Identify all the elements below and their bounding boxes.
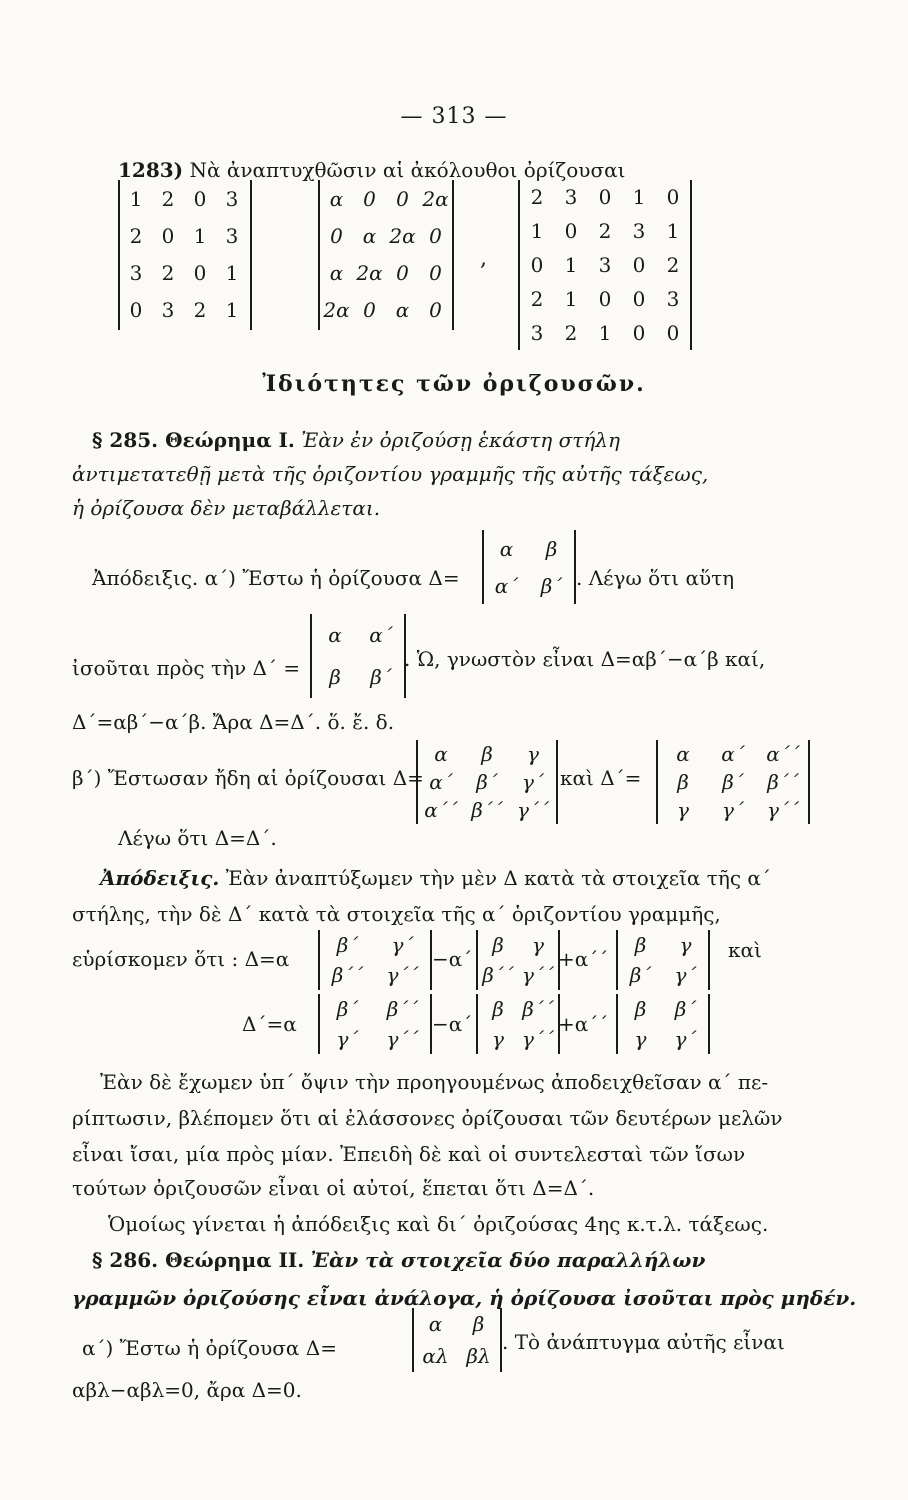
proof-a-text-2: . Λέγω ὅτι αὕτη — [576, 566, 735, 590]
determinant-row — [320, 217, 452, 254]
determinant-row — [414, 1340, 500, 1372]
determinant-entry: 2 — [666, 253, 680, 277]
determinant-entry: α — [329, 260, 344, 285]
paragraph-line-1: Ἐὰν δὲ ἔχωμεν ὑπ΄ ὄψιν τὴν προηγουμένως ἀποδειχθεῖσαν α΄ πε- — [100, 1070, 769, 1094]
determinant-entry: α΄ — [494, 573, 519, 598]
determinant-row — [418, 796, 556, 824]
determinant-entry: γ — [634, 1027, 647, 1051]
determinant-entry: β — [329, 665, 341, 689]
determinant-entry: γ — [527, 742, 539, 766]
determinant-entry: 0 — [632, 253, 646, 277]
determinant-entry: β — [545, 536, 558, 561]
determinant-entry: α — [434, 742, 448, 766]
determinant-entry: β΄ — [540, 573, 563, 598]
determinant-entry: α — [428, 1312, 443, 1336]
determinant-entry: 1 — [225, 260, 239, 285]
determinant-entry: β΄΄ — [482, 963, 514, 987]
determinant-entry: 0 — [564, 219, 578, 243]
theorem-2-statement: Ἐὰν τὰ στοιχεῖα δύο παραλλήλων — [310, 1248, 706, 1272]
determinant-entry: β΄΄ — [331, 963, 364, 987]
determinant-row — [478, 994, 558, 1024]
determinant-row — [320, 254, 452, 291]
theorem-1-label: § 285. Θεώρημα I. — [92, 428, 295, 452]
determinant-row — [414, 1308, 500, 1340]
determinant-row — [120, 254, 248, 291]
determinant-row — [618, 960, 708, 990]
determinant-entry: γ — [679, 933, 692, 957]
determinant-entry: 0 — [429, 260, 442, 285]
determinant-entry: 0 — [666, 185, 680, 209]
determinant-entry: β΄ — [476, 770, 498, 794]
determinant-entry: α — [328, 623, 342, 647]
determinant-row — [658, 768, 808, 796]
determinant-entry: γ — [532, 933, 544, 957]
exercise-comma: , — [480, 246, 487, 271]
proof-a-determinant-1 — [482, 530, 576, 604]
expansion-prime-minor-2 — [476, 994, 560, 1054]
determinant-entry: β΄΄ — [767, 770, 799, 794]
determinant-entry: 1 — [564, 253, 578, 277]
determinant-entry: 0 — [429, 223, 442, 248]
determinant-row — [478, 960, 558, 990]
determinant-entry: α΄΄ — [766, 742, 800, 766]
expansion-and: καὶ — [728, 938, 762, 962]
exercise-line — [118, 158, 625, 182]
expansion-prime-minor-1 — [318, 994, 432, 1054]
determinant-entry: α΄ — [369, 623, 393, 647]
expansion-minor-3 — [616, 930, 710, 990]
determinant-entry: 2 — [129, 223, 143, 248]
determinant-row — [120, 291, 248, 328]
proof-a-text-5: Δ΄=αβ΄−α΄β. Ἄρα Δ=Δ΄. ὅ. ἔ. δ. — [72, 710, 395, 734]
determinant-entry: α — [329, 186, 344, 211]
determinant-row — [478, 1024, 558, 1054]
determinant-entry: β΄΄ — [386, 997, 419, 1021]
proof-b-text-6: εὑρίσκομεν ὅτι : Δ=α — [72, 947, 290, 971]
expansion-prime-operator-1: −α΄ — [432, 1012, 473, 1036]
determinant-entry: β΄ — [629, 963, 652, 987]
determinant-entry: 1 — [632, 185, 646, 209]
determinant-entry: β — [492, 933, 504, 957]
determinant-entry: 1 — [225, 297, 239, 322]
determinant-entry: 3 — [225, 223, 239, 248]
determinant-row — [418, 768, 556, 796]
determinant-row — [478, 930, 558, 960]
determinant-grid — [520, 180, 690, 350]
determinant-entry: β΄ — [336, 997, 359, 1021]
theorem-2-text-3: αβλ−αβλ=0, ἄρα Δ=0. — [72, 1378, 302, 1402]
determinant-entry: 0 — [598, 185, 612, 209]
determinant-entry: 0 — [363, 186, 376, 211]
expansion-minor-2 — [476, 930, 560, 990]
determinant-row — [312, 656, 404, 698]
determinant-entry: β΄ — [722, 770, 744, 794]
determinant-entry: 2α — [422, 186, 449, 211]
theorem-1-line-3: ἡ ὀρίζουσα δὲν μεταβάλλεται. — [72, 496, 381, 520]
determinant-grid — [320, 930, 430, 990]
determinant-entry: β΄΄ — [471, 798, 503, 822]
paragraph-line-2: ρίπτωσιν, βλέπομεν ὅτι αἱ ἐλάσσονες ὀρίζουσαι τῶν δευτέρων μελῶν — [72, 1106, 783, 1130]
determinant-entry: γ΄΄ — [522, 1027, 554, 1051]
determinant-row — [320, 180, 452, 217]
determinant-entry: γ΄΄ — [767, 798, 799, 822]
determinant-entry: α΄΄ — [424, 798, 458, 822]
determinant-row — [658, 796, 808, 824]
determinant-entry: 0 — [396, 260, 409, 285]
exercise-determinant-1 — [118, 180, 252, 330]
determinant-entry: 0 — [161, 223, 175, 248]
determinant-entry: β΄΄ — [522, 997, 554, 1021]
page-number: — 313 — — [400, 104, 508, 129]
determinant-row — [312, 614, 404, 656]
determinant-row — [520, 180, 690, 214]
determinant-entry: 3 — [632, 219, 646, 243]
determinant-grid — [120, 180, 248, 328]
determinant-grid — [484, 530, 574, 604]
determinant-entry: βλ — [466, 1344, 491, 1368]
determinant-entry: β — [634, 933, 647, 957]
determinant-entry: 3 — [530, 321, 544, 345]
determinant-entry: β΄ — [336, 933, 359, 957]
determinant-entry: 0 — [632, 287, 646, 311]
determinant-row — [520, 282, 690, 316]
determinant-grid — [478, 930, 558, 990]
proof-a-text-1: Ἀπόδειξις. α΄) Ἔστω ἡ ὀρίζουσα Δ= — [92, 566, 460, 590]
determinant-row — [120, 217, 248, 254]
determinant-entry: 0 — [666, 321, 680, 345]
determinant-grid — [320, 180, 452, 328]
theorem-2-label: § 286. Θεώρημα II. — [92, 1248, 305, 1272]
determinant-entry: 0 — [598, 287, 612, 311]
determinant-grid — [478, 994, 558, 1054]
determinant-entry: γ — [492, 1027, 504, 1051]
determinant-entry: γ΄ — [674, 963, 697, 987]
determinant-row — [520, 248, 690, 282]
determinant-entry: αλ — [422, 1344, 449, 1368]
determinant-entry: 2 — [530, 185, 544, 209]
determinant-entry: 0 — [330, 223, 343, 248]
theorem-2-text-1: α΄) Ἔστω ἡ ὀρίζουσα Δ= — [82, 1336, 337, 1360]
determinant-entry: 2 — [564, 321, 578, 345]
determinant-entry: β — [677, 770, 689, 794]
determinant-entry: 1 — [598, 321, 612, 345]
determinant-row — [484, 567, 574, 604]
theorem-2-determinant — [412, 1308, 502, 1372]
determinant-row — [618, 930, 708, 960]
determinant-entry: γ΄΄ — [517, 798, 549, 822]
determinant-entry: α΄ — [429, 770, 453, 794]
proof-a-text-3: ἰσοῦται πρὸς τὴν Δ΄ = — [72, 656, 301, 680]
expansion-prime-minor-3 — [616, 994, 710, 1054]
determinant-row — [120, 180, 248, 217]
determinant-entry: 0 — [632, 321, 646, 345]
determinant-entry: γ΄ — [722, 798, 744, 822]
determinant-row — [320, 291, 452, 328]
determinant-row — [520, 214, 690, 248]
determinant-entry: 2 — [161, 186, 175, 211]
proof-b-text-5: στήλης, τὴν δὲ Δ΄ κατὰ τὰ στοιχεῖα τῆς α΄ ὁριζοντίου γραμμῆς, — [72, 902, 721, 926]
determinant-entry: β — [492, 997, 504, 1021]
determinant-entry: 2α — [389, 223, 416, 248]
determinant-entry: γ΄ — [522, 770, 544, 794]
proof-b-text-4: Ἐὰν ἀναπτύξωμεν τὴν μὲν Δ κατὰ τὰ στοιχεῖα τῆς α΄ — [225, 866, 771, 890]
determinant-entry: β — [634, 997, 647, 1021]
determinant-entry: β΄ — [674, 997, 697, 1021]
determinant-row — [520, 316, 690, 350]
proof-b-text-2: καὶ Δ΄= — [560, 766, 642, 790]
determinant-entry: 1 — [129, 186, 143, 211]
exercise-determinant-2 — [318, 180, 454, 330]
determinant-grid — [418, 740, 556, 824]
expansion-prime-operator-2: +α΄΄ — [558, 1012, 609, 1036]
determinant-entry: γ΄΄ — [386, 963, 419, 987]
determinant-entry: γ΄ — [336, 1027, 359, 1051]
proof-a-determinant-2 — [310, 614, 406, 698]
determinant-entry: γ΄΄ — [522, 963, 554, 987]
determinant-entry: 2 — [193, 297, 207, 322]
determinant-entry: β΄ — [370, 665, 392, 689]
paragraph-line-4: τούτων ὀριζουσῶν εἶναι οἱ αὐτοί, ἕπεται ὅτι Δ=Δ΄. — [72, 1176, 595, 1200]
proof-b-line-4 — [100, 866, 771, 890]
determinant-grid — [618, 994, 708, 1054]
determinant-entry: 3 — [225, 186, 239, 211]
determinant-entry: α΄ — [721, 742, 745, 766]
determinant-entry: 1 — [530, 219, 544, 243]
theorem-1-statement: Ἐὰν ἐν ὀριζούσῃ ἑκάστη στήλη — [301, 428, 621, 452]
theorem-2-line-1 — [92, 1248, 705, 1272]
exercise-text: Νὰ ἀναπτυχθῶσιν αἱ ἀκόλουθοι ὀρίζουσαι — [189, 158, 626, 182]
determinant-row — [484, 530, 574, 567]
determinant-entry: α — [395, 297, 410, 322]
determinant-entry: 1 — [666, 219, 680, 243]
proof-b-determinant-2 — [656, 740, 810, 824]
determinant-entry: 2α — [323, 297, 350, 322]
determinant-row — [320, 930, 430, 960]
determinant-entry: 0 — [429, 297, 442, 322]
determinant-row — [320, 1024, 430, 1054]
section-title: Ἰδιότητες τῶν ὀριζουσῶν. — [262, 371, 646, 397]
determinant-entry: 0 — [396, 186, 409, 211]
determinant-grid — [658, 740, 808, 824]
determinant-row — [618, 994, 708, 1024]
determinant-entry: 0 — [193, 260, 207, 285]
theorem-1-line-1 — [92, 428, 620, 452]
determinant-entry: 3 — [129, 260, 143, 285]
determinant-entry: 0 — [530, 253, 544, 277]
determinant-entry: 1 — [193, 223, 207, 248]
paragraph-line-3: εἶναι ἴσαι, μία πρὸς μίαν. Ἐπειδὴ δὲ καὶ οἱ συντελεσταὶ τῶν ἴσων — [72, 1142, 746, 1166]
determinant-entry: 2 — [598, 219, 612, 243]
proof-a-text-4: . Ὡ, γνωστὸν εἶναι Δ=αβ΄−α΄β καί, — [404, 647, 766, 671]
determinant-entry: 3 — [598, 253, 612, 277]
determinant-row — [320, 960, 430, 990]
expansion-operator-1: −α΄ — [432, 947, 473, 971]
determinant-entry: 2 — [161, 260, 175, 285]
determinant-entry: 0 — [129, 297, 143, 322]
proof-b-text-3: Λέγω ὅτι Δ=Δ΄. — [118, 826, 277, 850]
exercise-determinant-3 — [518, 180, 692, 350]
determinant-entry: β — [472, 1312, 485, 1336]
determinant-entry: γ΄ — [391, 933, 414, 957]
proof-b-text-1: β΄) Ἔστωσαν ἤδη αἱ ὀρίζουσαι Δ= — [72, 766, 424, 790]
determinant-row — [320, 994, 430, 1024]
determinant-entry: 0 — [193, 186, 207, 211]
determinant-entry: 0 — [363, 297, 376, 322]
determinant-entry: 2 — [530, 287, 544, 311]
exercise-number: 1283) — [118, 158, 184, 182]
determinant-entry: 3 — [666, 287, 680, 311]
determinant-entry: 2α — [356, 260, 383, 285]
determinant-entry: α — [362, 223, 377, 248]
determinant-entry: 3 — [161, 297, 175, 322]
paragraph-line-5: Ὁμοίως γίνεται ἡ ἀπόδειξις καὶ δι΄ ὀριζούσας 4ης κ.τ.λ. τάξεως. — [108, 1212, 769, 1236]
proof-b-text-7: Δ΄=α — [242, 1012, 297, 1036]
determinant-entry: γ — [677, 798, 689, 822]
determinant-grid — [320, 994, 430, 1054]
theorem-2-text-2: . Τὸ ἀνάπτυγμα αὐτῆς εἶναι — [502, 1330, 785, 1354]
theorem-1-line-2: ἀντιμετατεθῇ μετὰ τῆς ὁριζοντίου γραμμῆς τῆς αὐτῆς τάξεως, — [72, 462, 709, 486]
determinant-entry: 3 — [564, 185, 578, 209]
proof-b-determinant-1 — [416, 740, 558, 824]
determinant-row — [618, 1024, 708, 1054]
determinant-entry: α — [499, 536, 514, 561]
determinant-row — [418, 740, 556, 768]
determinant-grid — [414, 1308, 500, 1372]
theorem-2-line-2: γραμμῶν ὀριζούσης εἶναι ἀνάλογα, ἡ ὀρίζουσα ἰσοῦται πρὸς μηδέν. — [72, 1286, 857, 1310]
determinant-entry: β — [481, 742, 493, 766]
determinant-grid — [618, 930, 708, 990]
determinant-entry: 1 — [564, 287, 578, 311]
determinant-entry: α — [676, 742, 690, 766]
determinant-entry: γ΄ — [674, 1027, 697, 1051]
expansion-minor-1 — [318, 930, 432, 990]
proof-b-label: Ἀπόδειξις. — [100, 866, 220, 890]
determinant-row — [658, 740, 808, 768]
expansion-operator-2: +α΄΄ — [558, 947, 609, 971]
determinant-grid — [312, 614, 404, 698]
determinant-entry: γ΄΄ — [386, 1027, 419, 1051]
